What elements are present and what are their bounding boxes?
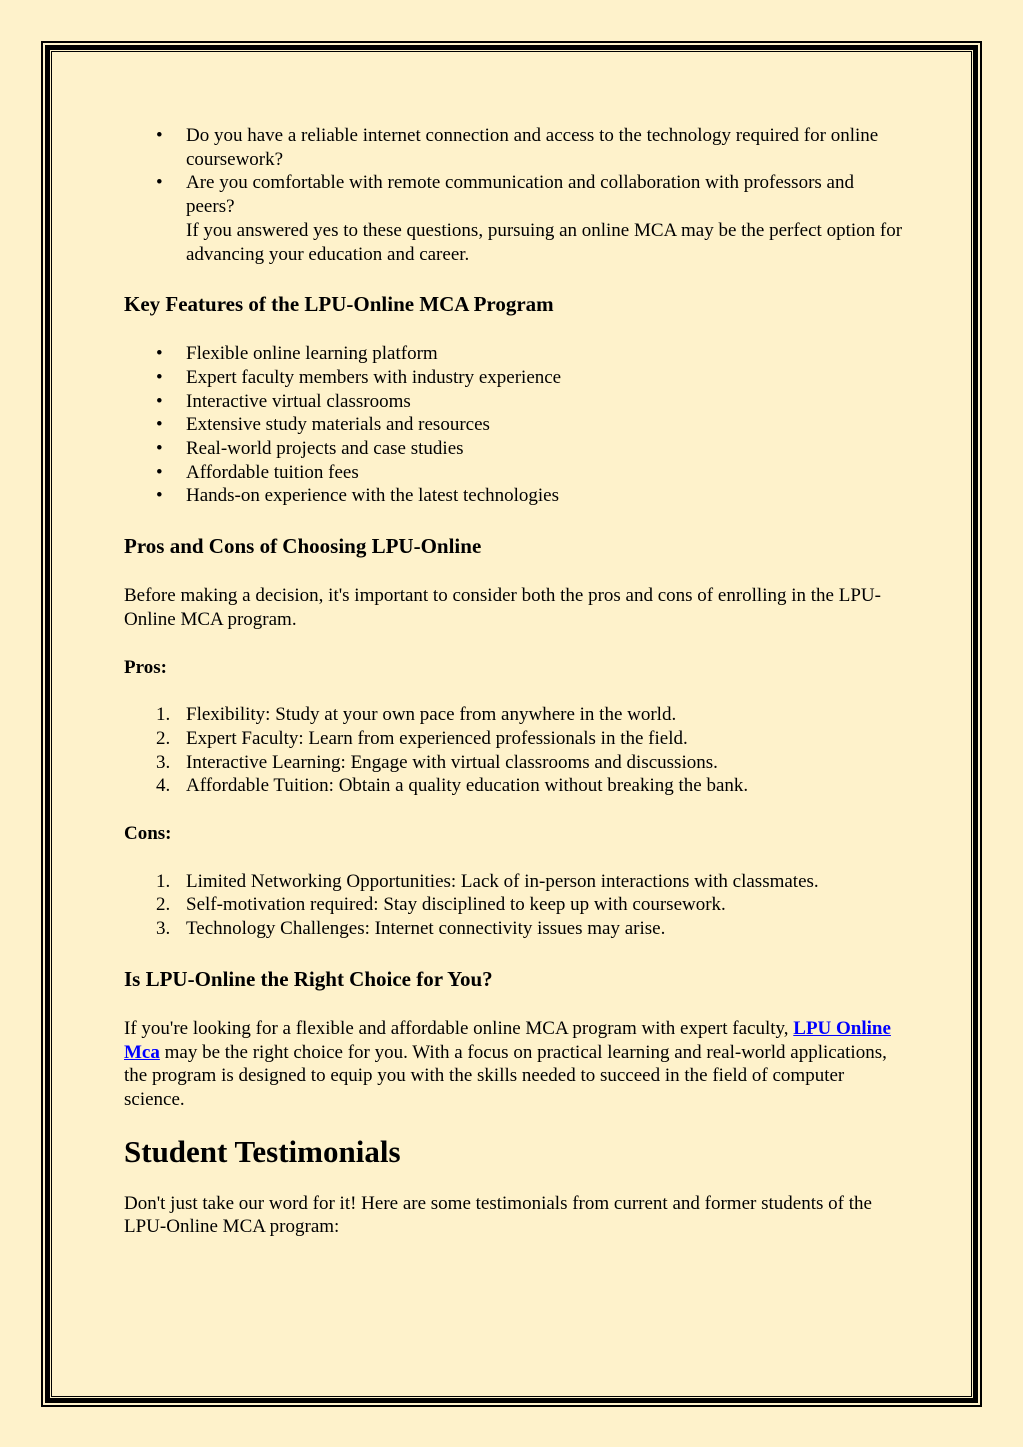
list-item [124, 342, 904, 366]
bullet-icon: • [156, 485, 163, 507]
item-number: 1. [156, 870, 171, 892]
lpu-online-mca-link[interactable]: LPU Online Mca [124, 1017, 891, 1063]
bullet-icon: • [156, 438, 163, 460]
list-item [124, 484, 904, 508]
list-item [124, 437, 904, 461]
testimonials-intro: Don't just take our word for it! Here are some testimonials from current and former students of the LPU-Online MCA program: [124, 1192, 872, 1238]
cons-list [124, 870, 904, 941]
pros-cons-intro: Before making a decision, it's important to consider both the pros and cons of enrolling in the LPU-Online MCA program. [124, 585, 881, 630]
item-number: 2. [156, 894, 171, 916]
list-item [124, 727, 904, 751]
bullet-icon: • [156, 343, 163, 365]
list-item [124, 124, 904, 171]
list-item [124, 751, 904, 775]
paragraph-text: If you're looking for a flexible and affordable online MCA program with expert faculty, [124, 1017, 794, 1039]
list-item [124, 461, 904, 485]
pros-label: Pros: [124, 656, 167, 678]
con-text: Limited Networking Opportunities: Lack of in-person interactions with classmates. [186, 870, 819, 892]
list-item [124, 893, 904, 917]
pro-text: Affordable Tuition: Obtain a quality education without breaking the bank. [186, 775, 749, 797]
item-number: 4. [156, 775, 171, 797]
con-text: Self-motivation required: Stay disciplined to keep up with coursework. [186, 894, 726, 916]
item-number: 3. [156, 918, 171, 940]
feature-text: Interactive virtual classrooms [186, 390, 411, 412]
question-text: Do you have a reliable internet connection and access to the technology required for online coursework? [186, 125, 879, 170]
key-features-list [124, 342, 904, 508]
item-number: 2. [156, 727, 171, 749]
document-body [124, 124, 904, 1239]
list-item [124, 413, 904, 437]
list-item [124, 870, 904, 894]
list-item [124, 703, 904, 727]
bullet-icon: • [156, 461, 163, 483]
bullet-icon: • [156, 366, 163, 388]
list-item [124, 171, 904, 266]
list-item [124, 366, 904, 390]
bullet-icon: • [156, 414, 163, 436]
feature-text: Affordable tuition fees [186, 461, 359, 483]
question-follow-up: If you answered yes to these questions, pursuing an online MCA may be the perfect option for advancing your education and career. [186, 219, 903, 265]
intro-question-list [124, 124, 904, 266]
bullet-icon: • [156, 390, 163, 412]
pros-list [124, 703, 904, 798]
list-item [124, 774, 904, 798]
right-choice-paragraph [124, 1017, 904, 1112]
list-item [124, 917, 904, 941]
feature-text: Expert faculty members with industry experience [186, 366, 562, 388]
paragraph-text: may be the right choice for you. With a focus on practical learning and real-world applications, the program is designed to equip you with the skills needed to succeed in the field of computer science. [124, 1041, 887, 1110]
item-number: 3. [156, 751, 171, 773]
feature-text: Real-world projects and case studies [186, 438, 464, 460]
list-item [124, 390, 904, 414]
item-number: 1. [156, 704, 171, 726]
testimonials-heading: Student Testimonials [124, 1133, 401, 1169]
pros-cons-heading: Pros and Cons of Choosing LPU-Online [124, 534, 482, 559]
bullet-icon: • [156, 125, 163, 146]
con-text: Technology Challenges: Internet connectivity issues may arise. [186, 918, 666, 940]
feature-text: Hands-on experience with the latest technologies [186, 485, 560, 507]
feature-text: Flexible online learning platform [186, 343, 438, 365]
feature-text: Extensive study materials and resources [186, 414, 490, 436]
question-text: Are you comfortable with remote communication and collaboration with professors and peers? [186, 172, 854, 218]
cons-label: Cons: [124, 823, 172, 845]
pro-text: Expert Faculty: Learn from experienced professionals in the field. [186, 727, 688, 749]
key-features-heading: Key Features of the LPU-Online MCA Program [124, 292, 554, 317]
right-choice-heading: Is LPU-Online the Right Choice for You? [124, 966, 493, 991]
pro-text: Flexibility: Study at your own pace from anywhere in the world. [186, 704, 677, 726]
pro-text: Interactive Learning: Engage with virtual classrooms and discussions. [186, 751, 718, 773]
bullet-icon: • [156, 172, 163, 194]
